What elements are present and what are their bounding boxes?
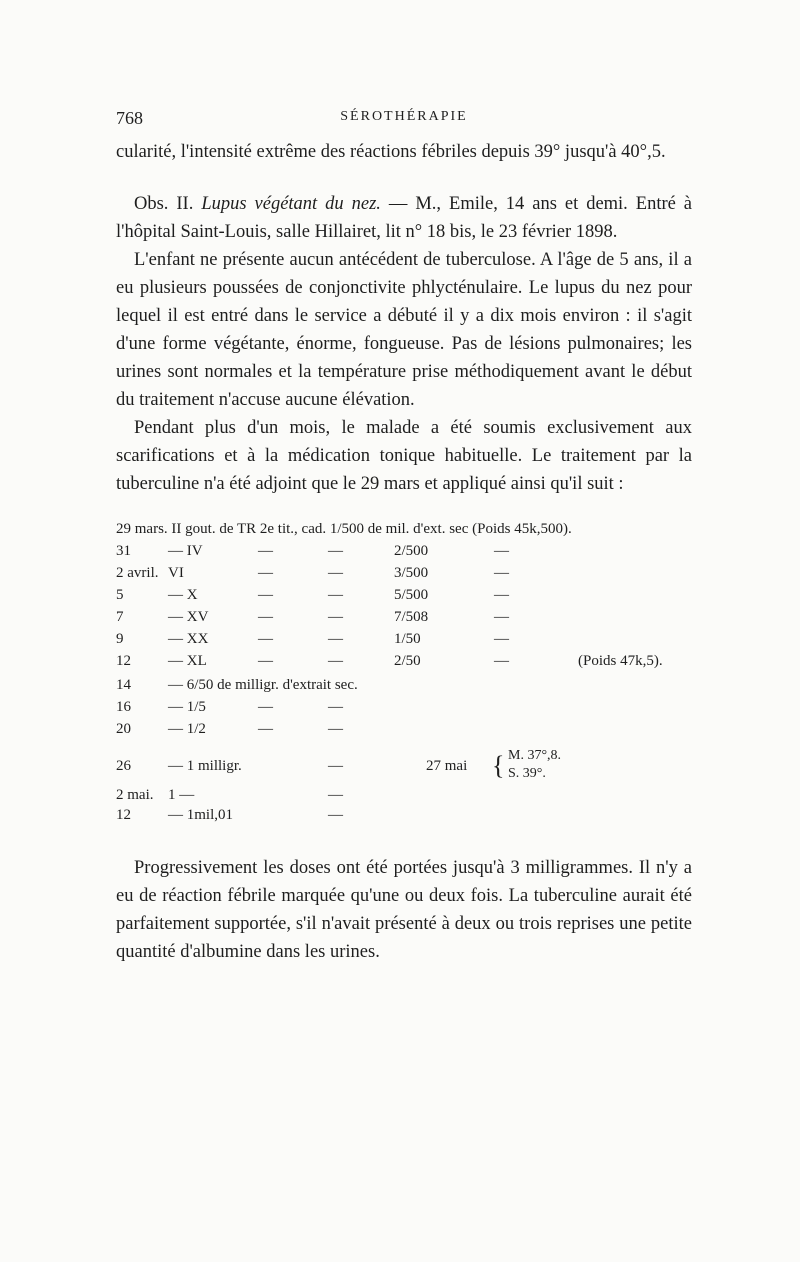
table-row	[116, 584, 692, 606]
observation-title: Lupus végétant du nez.	[201, 194, 381, 214]
table-cell: —	[494, 631, 509, 647]
table-cell-dose: — 1/5	[168, 699, 206, 715]
paragraph-conclusion: Progressivement les doses ont été portées jusqu'à 3 milligrammes. Il n'y a eu de réaction fébrile marquée qu'une ou deux fois. La tuberculine aurait été parfaitement supportée, s'il n'avait présenté à deux ou trois reprises une petite quantité d'albumine dans les urines.	[116, 858, 692, 962]
table-row	[116, 518, 692, 540]
paragraph-treatment: Pendant plus d'un mois, le malade a été soumis exclusivement aux scarifications et à la médication tonique habituelle. Le traitement par la tuberculine n'a été adjoint que le 29 mars et appliqué ainsi qu'il suit :	[116, 418, 692, 494]
table-cell-dose: — 6/50 de milligr. d'extrait sec.	[168, 677, 358, 693]
table-cell-dose: 1 —	[168, 787, 195, 803]
table-cell-dose: — 1/2	[168, 721, 206, 737]
table-row	[116, 606, 692, 628]
page-header	[116, 108, 692, 138]
table-cell: —	[328, 565, 343, 581]
table-row	[116, 562, 692, 584]
table-cell-fraction: 7/508	[394, 609, 429, 625]
table-row	[116, 628, 692, 650]
table-cell: —	[328, 609, 343, 625]
table-cell-fraction: 2/50	[394, 653, 421, 669]
table-cell-day: 14	[116, 677, 131, 693]
observation-heading-paragraph	[116, 190, 692, 246]
table-cell: —	[494, 653, 509, 669]
table-cell-dose: — 1 milligr.	[168, 758, 242, 774]
page-number: 768	[116, 108, 143, 128]
table-cell: —	[328, 787, 343, 803]
table-cell: —	[328, 631, 343, 647]
table-cell: —	[494, 543, 509, 559]
table-cell: —	[328, 807, 343, 823]
temperature-date: 27 mai	[426, 758, 468, 774]
table-row	[116, 650, 692, 672]
temperature-evening: S. 39°.	[508, 766, 546, 781]
table-cell-dose: — XX	[168, 631, 209, 647]
table-cell-day: 31	[116, 543, 131, 559]
table-cell: —	[494, 565, 509, 581]
table-cell-day: 9	[116, 631, 124, 647]
table-cell-day: 16	[116, 699, 131, 715]
table-cell-dose: — XV	[168, 609, 209, 625]
table-cell-day: 5	[116, 587, 124, 603]
table-cell-fraction: 1/50	[394, 631, 421, 647]
table-cell-day: 2 avril.	[116, 565, 159, 581]
table-cell: —	[258, 699, 273, 715]
table-cell-day: 2 mai.	[116, 787, 154, 803]
table-row	[116, 696, 692, 718]
table-row	[116, 540, 692, 562]
table-cell: —	[258, 653, 273, 669]
table-cell-day: 12	[116, 807, 131, 823]
dosage-table	[116, 518, 692, 824]
table-cell: —	[328, 587, 343, 603]
table-cell: —	[258, 631, 273, 647]
table-cell: —	[328, 543, 343, 559]
table-cell-fraction: 3/500	[394, 565, 429, 581]
table-cell-day: 12	[116, 653, 131, 669]
table-cell: —	[258, 565, 273, 581]
table-cell-dose: — X	[168, 587, 198, 603]
table-cell: —	[494, 609, 509, 625]
table-cell: 29 mars. II gout. de TR 2e tit., cad. 1/500 de mil. d'ext. sec (Poids 45k,500).	[116, 521, 572, 537]
brace-icon: {	[492, 751, 505, 780]
running-title: SÉROTHÉRAPIE	[340, 109, 468, 124]
table-cell: —	[258, 543, 273, 559]
table-row	[116, 784, 692, 806]
table-cell: —	[328, 699, 343, 715]
paragraph-history: L'enfant ne présente aucun antécédent de tuberculose. A l'âge de 5 ans, il a eu plusieurs poussées de conjonctivite phlycténulaire. Le lupus du nez pour lequel il est entré dans le service a débuté il y a dix mois environ : il s'agit d'une forme végétante, énorme, fongueuse. Pas de lésions pulmonaires; les urines sont normales et la température prise méthodiquement avant le début du traitement n'accuse aucune élévation.	[116, 250, 692, 410]
observation-label: Obs. II.	[134, 194, 194, 214]
table-cell: —	[258, 721, 273, 737]
table-row	[116, 674, 692, 696]
table-cell-day: 7	[116, 609, 124, 625]
page	[116, 108, 692, 966]
table-cell: —	[494, 587, 509, 603]
table-cell-dose: — XL	[168, 653, 207, 669]
table-cell-weight: (Poids 47k,5).	[578, 653, 663, 669]
table-cell-dose: VI	[168, 565, 184, 581]
table-cell: —	[328, 721, 343, 737]
table-cell: —	[258, 587, 273, 603]
paragraph-continuation: cularité, l'intensité extrême des réactions fébriles depuis 39° jusqu'à 40°,5.	[116, 142, 666, 162]
observation-intro: — M., Emile, 14 ans et demi. Entré à l'hôpital Saint-Louis, salle Hillairet, lit n° 18 bis, le 23 février 1898.	[116, 194, 693, 242]
table-cell-fraction: 2/500	[394, 543, 429, 559]
table-row	[116, 746, 692, 786]
table-cell-dose: — 1mil,01	[168, 807, 234, 823]
table-row	[116, 804, 692, 826]
table-row	[116, 718, 692, 740]
table-cell-day: 20	[116, 721, 131, 737]
table-cell: —	[328, 758, 343, 774]
temperature-morning: M. 37°,8.	[508, 748, 562, 763]
table-cell-fraction: 5/500	[394, 587, 429, 603]
table-cell-dose: — IV	[168, 543, 203, 559]
table-cell: —	[328, 653, 343, 669]
table-cell-day: 26	[116, 758, 131, 774]
table-cell: —	[258, 609, 273, 625]
